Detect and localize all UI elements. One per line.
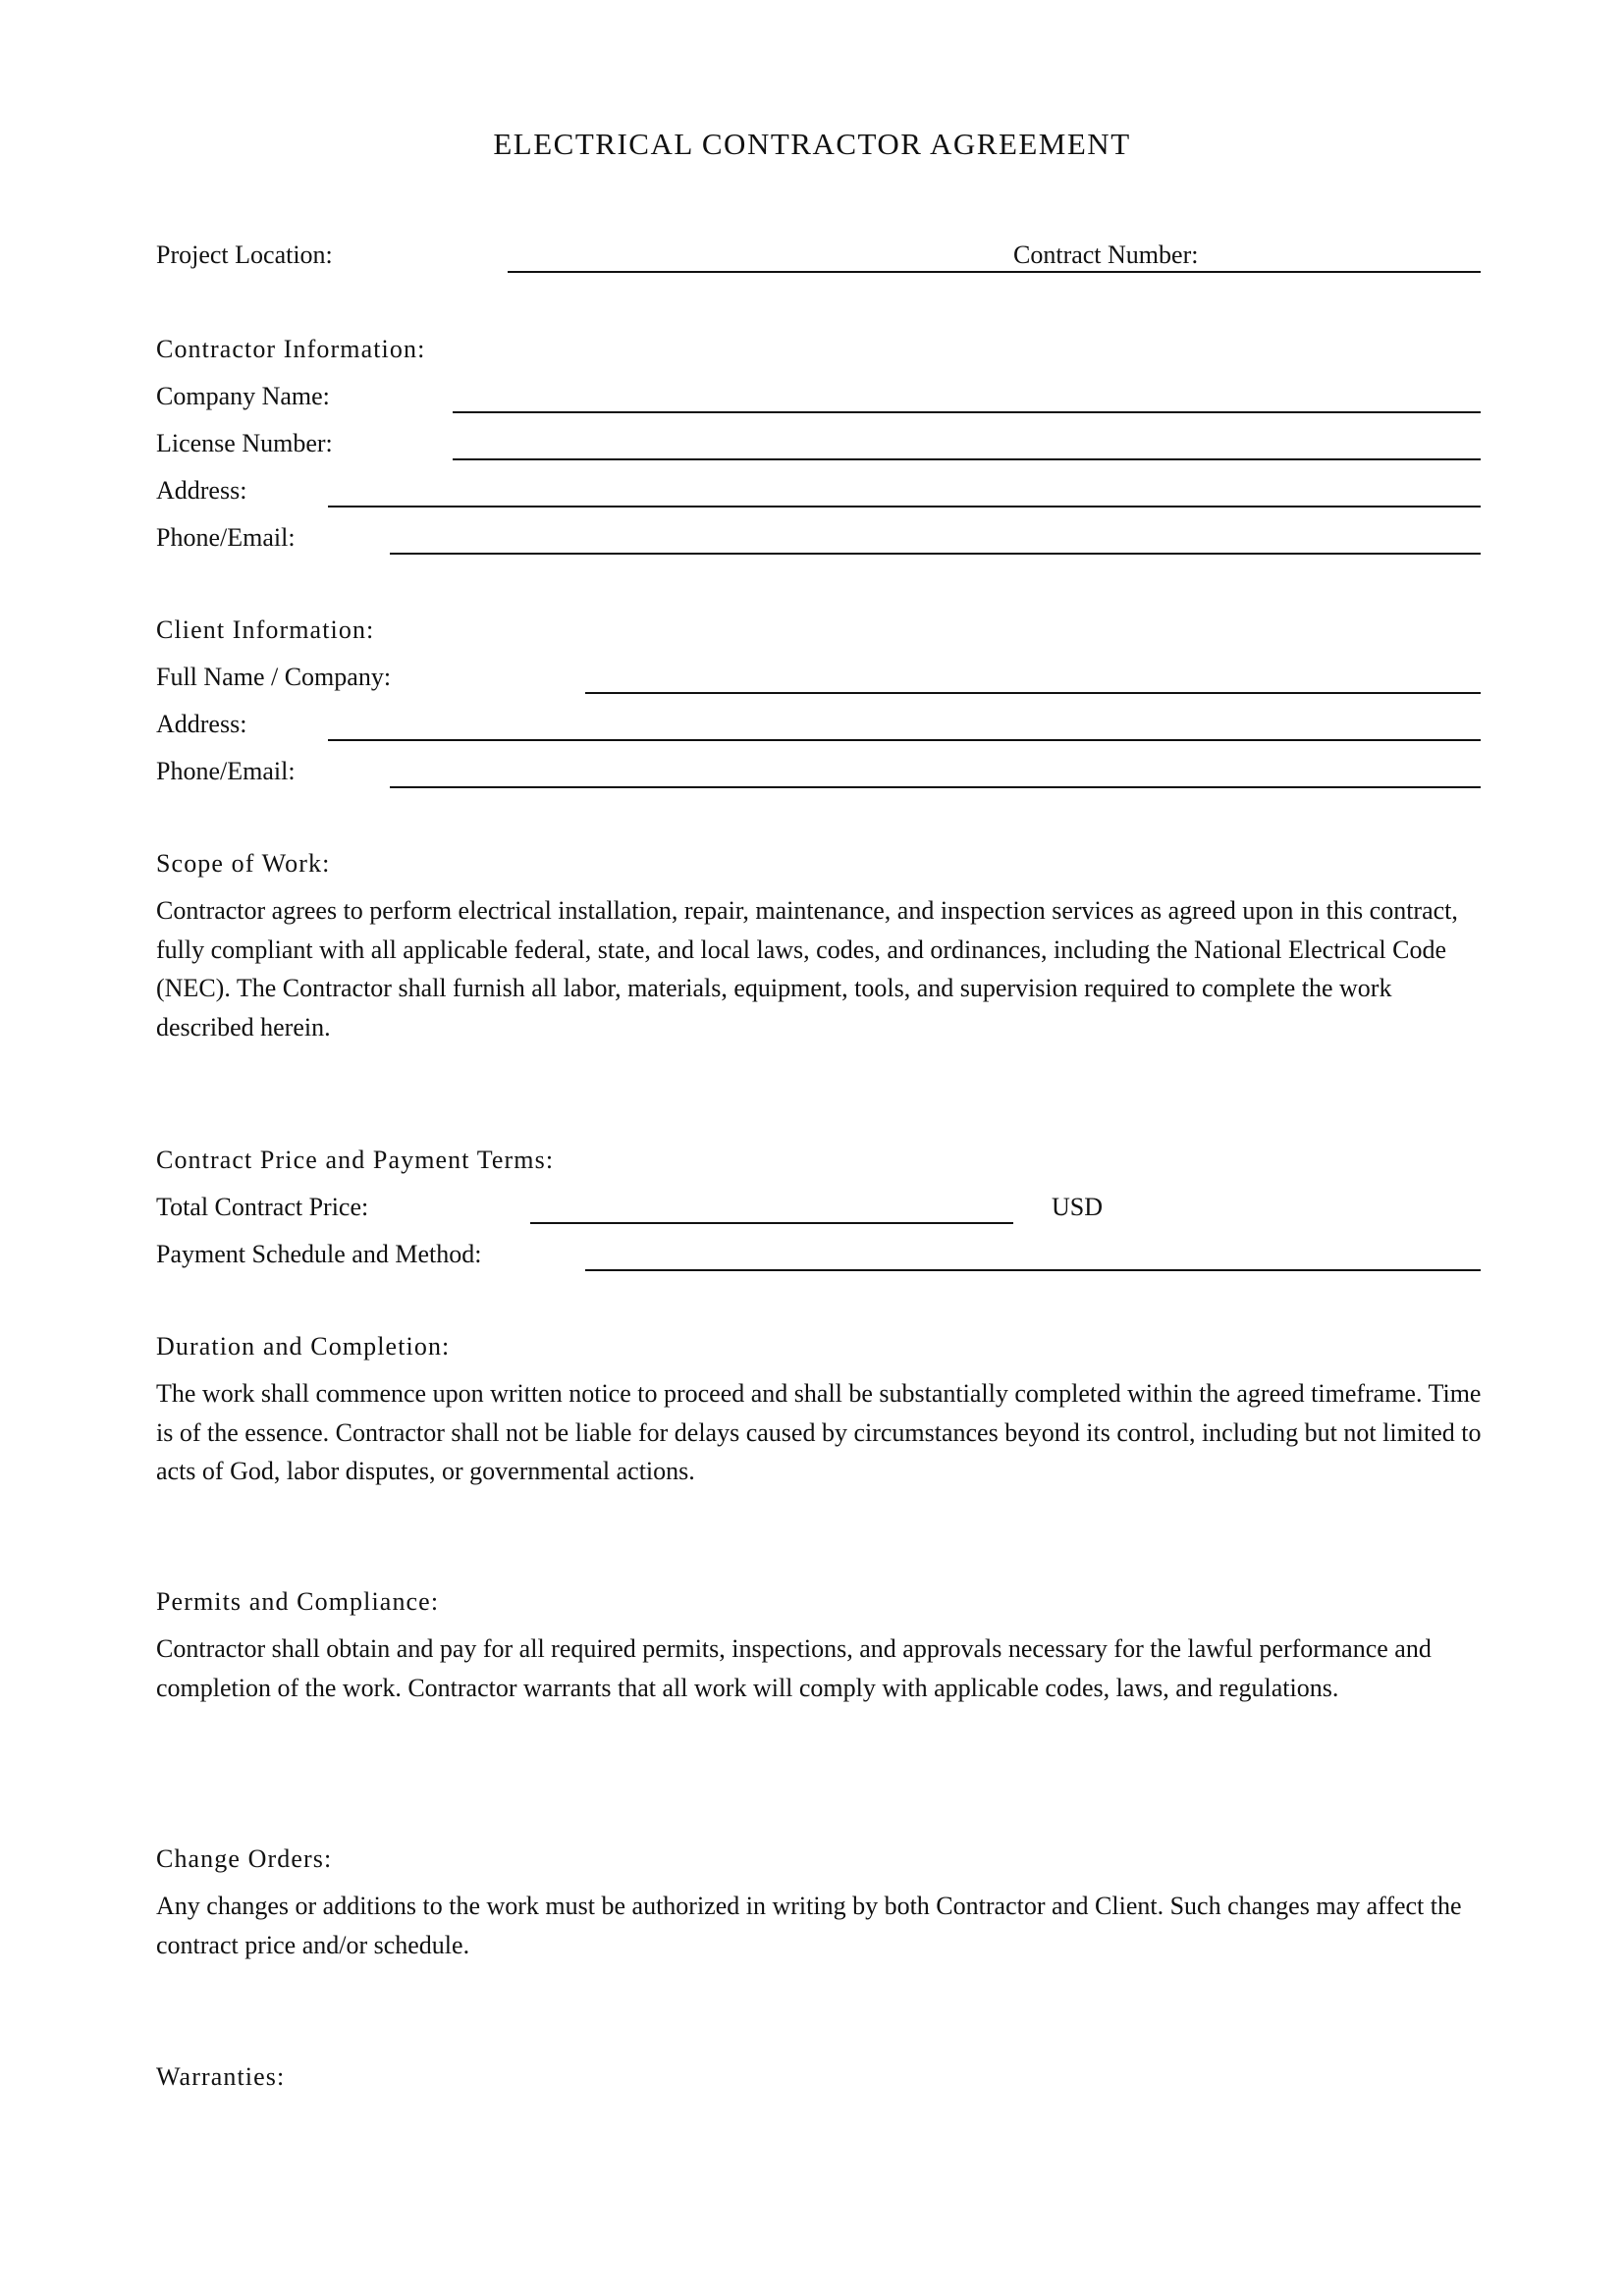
warranties-heading: Warranties: [156,2062,286,2091]
contract-number-field[interactable] [1010,271,1481,273]
contractor-address-field[interactable] [328,506,1481,507]
total-price-label: Total Contract Price: [156,1193,369,1221]
scope-of-work-heading: Scope of Work: [156,849,331,878]
project-location-label: Project Location: [156,240,333,269]
client-name-field[interactable] [585,692,1481,694]
duration-heading: Duration and Completion: [156,1332,451,1361]
change-orders-heading: Change Orders: [156,1844,333,1873]
document-title: ELECTRICAL CONTRACTOR AGREEMENT [493,127,1131,161]
contractor-phone-email-field[interactable] [390,553,1481,555]
client-name-label: Full Name / Company: [156,663,392,691]
contractor-info-heading: Contractor Information: [156,335,426,363]
payment-terms-heading: Contract Price and Payment Terms: [156,1146,555,1174]
permits-heading: Permits and Compliance: [156,1587,440,1616]
total-price-field[interactable] [530,1222,1013,1224]
client-address-label: Address: [156,710,247,738]
contractor-address-label: Address: [156,476,247,505]
change-orders-text: Any changes or additions to the work must be authorized in writing by both Contractor and Client. Such changes may affect the contract price and/or schedule. [156,1892,1462,1959]
client-phone-email-field[interactable] [390,786,1481,788]
project-location-field[interactable] [508,271,1010,273]
permits-text: Contractor shall obtain and pay for all required permits, inspections, and approvals necessary for the lawful performance and completion of the work. Contractor warrants that all work will comply with applicable codes, laws, and regulations. [156,1634,1432,1702]
client-phone-email-label: Phone/Email: [156,757,296,785]
company-name-field[interactable] [453,411,1481,413]
license-number-label: License Number: [156,429,333,457]
scope-of-work-text: Contractor agrees to perform electrical installation, repair, maintenance, and inspection services as agreed upon in this contract, fully compliant with all applicable federal, state, and local laws, codes, and ordinances, including the National Electrical Code (NEC). The Contractor shall furnish all labor, materials, equipment, tools, and supervision required to complete the work described herein. [156,896,1458,1041]
contract-number-label: Contract Number: [1013,240,1199,269]
license-number-field[interactable] [453,458,1481,460]
client-info-heading: Client Information: [156,615,375,644]
contractor-phone-email-label: Phone/Email: [156,523,296,552]
payment-schedule-field[interactable] [585,1269,1481,1271]
payment-schedule-label: Payment Schedule and Method: [156,1240,482,1268]
client-address-field[interactable] [328,739,1481,741]
company-name-label: Company Name: [156,382,330,410]
duration-text: The work shall commence upon written notice to proceed and shall be substantially completed within the agreed timeframe. Time is of the essence. Contractor shall not be liable for delays caused by circumstances beyond its control, including but not limited to acts of God, labor disputes, or governmental actions. [156,1379,1482,1485]
currency-label: USD [1052,1193,1104,1221]
